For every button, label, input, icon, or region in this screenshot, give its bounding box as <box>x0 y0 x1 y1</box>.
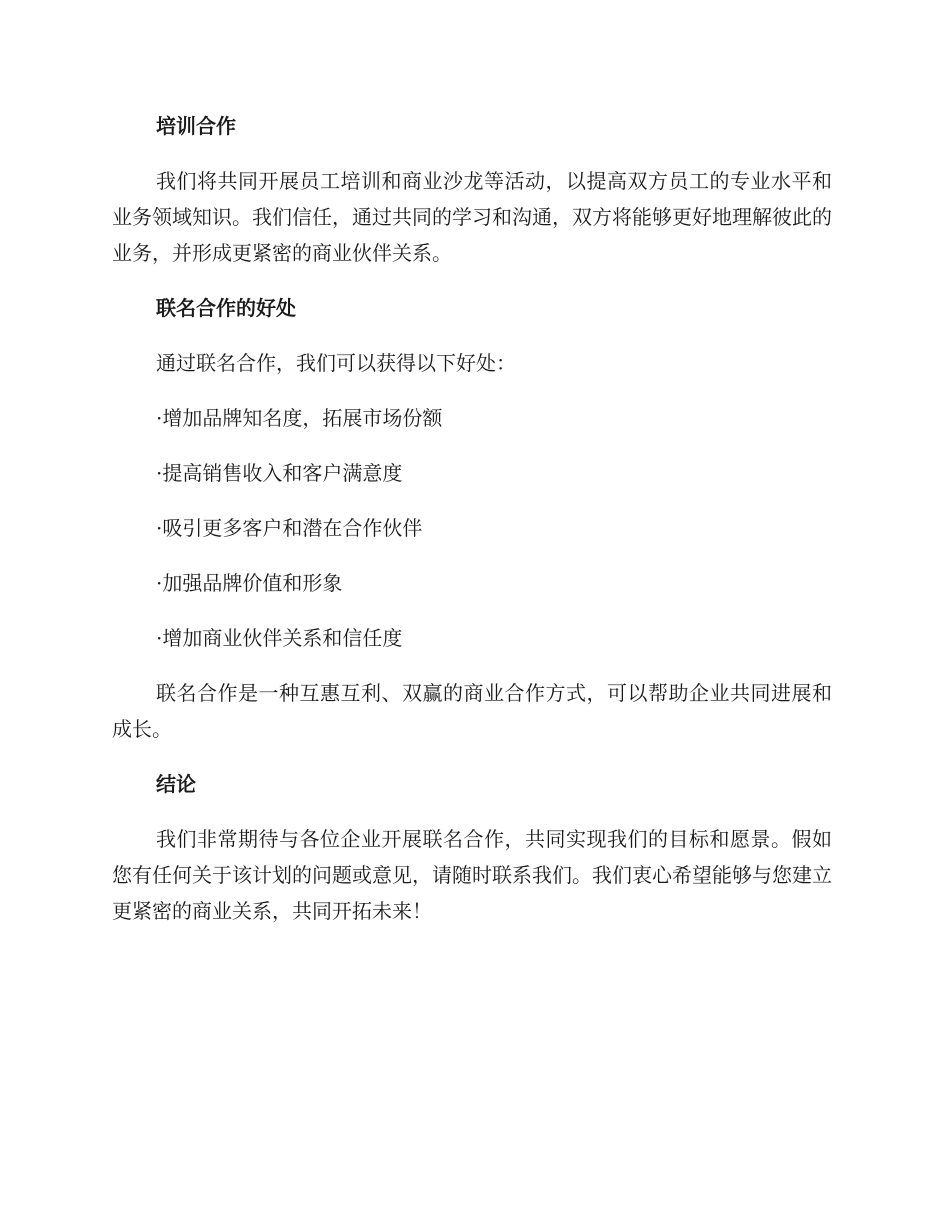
bullet-marker: · <box>156 571 163 595</box>
conclusion-paragraph: 我们非常期待与各位企业开展联名合作，共同实现我们的目标和愿景。假如您有任何关于该计划的问题或意见，请随时联系我们。我们衷心希望能够与您建立更紧密的商业关系，共同开拓未来！ <box>112 827 832 923</box>
benefit-text: 增加品牌知名度，拓展市场份额 <box>162 406 443 430</box>
benefits-closing: 联名合作是一种互惠互利、双赢的商业合作方式，可以帮助企业共同进展和成长。 <box>112 681 832 741</box>
section-heading-benefits: 联名合作的好处 <box>156 296 296 320</box>
section-heading-training: 培训合作 <box>156 114 236 138</box>
training-paragraph: 我们将共同开展员工培训和商业沙龙等活动，以提高双方员工的专业水平和业务领域知识。我们信任，通过共同的学习和沟通，双方将能够更好地理解彼此的业务，并形成更紧密的商业伙伴关系。 <box>112 169 832 265</box>
benefit-text: 提高销售收入和客户满意度 <box>162 461 403 485</box>
bullet-marker: · <box>156 516 163 540</box>
bullet-marker: · <box>156 626 163 650</box>
benefit-text: 加强品牌价值和形象 <box>162 571 343 595</box>
bullet-marker: · <box>156 461 163 485</box>
document-body <box>112 108 832 948</box>
section-heading-conclusion: 结论 <box>156 772 196 796</box>
benefit-text: 吸引更多客户和潜在合作伙伴 <box>162 516 423 540</box>
benefit-text: 增加商业伙伴关系和信任度 <box>162 626 403 650</box>
list-item <box>112 510 832 546</box>
list-item <box>112 565 832 601</box>
list-item <box>112 455 832 491</box>
benefits-intro: 通过联名合作，我们可以获得以下好处： <box>156 351 516 375</box>
bullet-marker: · <box>156 406 163 430</box>
list-item <box>112 620 832 656</box>
list-item <box>112 400 832 436</box>
